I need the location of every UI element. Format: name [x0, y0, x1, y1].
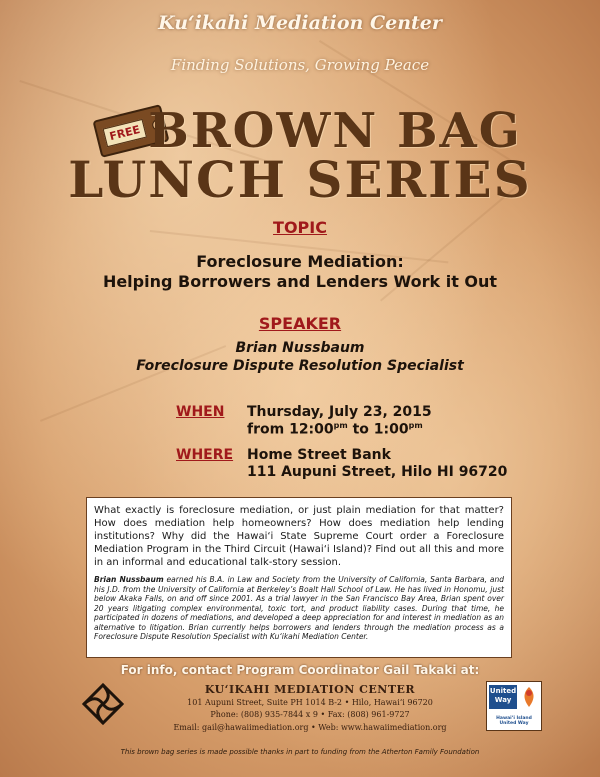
united-way-subtitle: Hawai‘i Island United Way	[496, 716, 532, 726]
when-label: WHEN	[176, 404, 225, 420]
contact-line: For info, contact Program Coordinator Gail Takaki at:	[120, 663, 480, 677]
where-venue: Home Street Bank	[247, 447, 391, 463]
header-org-name: Ku‘ikahi Mediation Center	[158, 12, 442, 34]
header-tagline: Finding Solutions, Growing Peace	[170, 56, 430, 74]
united-way-logo	[486, 681, 542, 731]
when-pm-1: pm	[333, 421, 348, 430]
title-line-2: LUNCH SERIES	[68, 150, 532, 209]
bio-text: earned his B.A. in Law and Society from the University of California, Santa Barbara, and his J.D. from the University of California at Berkeley’s Boalt Hall School of Law. He has lived in Honomu, just below Akaka Falls, on and off since 2001. As a trial lawyer in the San Francisco Bay Area, Brian spent over 20 years litigating complex environmental, toxic tort, and product liability cases. During that time, he participated in dozens of mediations, and developed a deep appreciation for and interest in mediation as an alternative to litigation. Brian currently helps borrowers and lenders through the mediation process as a Foreclosure Dispute Resolution Specialist with Ku‘ikahi Mediation Center.	[94, 575, 504, 641]
info-box	[86, 497, 512, 658]
free-tag-label: FREE	[103, 118, 147, 146]
when-pm-2: pm	[408, 421, 423, 430]
when-time-from: from 12:00	[247, 421, 334, 438]
where-address: 111 Aupuni Street, Hilo HI 96720	[247, 464, 508, 480]
speaker-label: SPEAKER	[258, 314, 342, 333]
united-way-hand-icon	[519, 685, 539, 709]
united-way-line-1: United	[489, 687, 517, 695]
where-label: WHERE	[176, 447, 234, 463]
topic-line-1: Foreclosure Mediation:	[196, 252, 404, 271]
topic-label: TOPIC	[273, 218, 327, 237]
when-time	[247, 421, 423, 438]
united-way-wordmark	[489, 685, 517, 709]
contact-address: 101 Aupuni Street, Suite PH 1014 B-2 • Hilo, Hawai‘i 96720	[187, 698, 433, 707]
when-date: Thursday, July 23, 2015	[247, 404, 432, 420]
contact-email-web: Email: gail@hawaiimediation.org • Web: www.hawaiimediation.org	[173, 723, 447, 732]
contact-org-name: KU‘IKAHI MEDIATION CENTER	[204, 683, 416, 696]
speaker-name: Brian Nussbaum	[235, 340, 365, 356]
speaker-title: Foreclosure Dispute Resolution Specialist	[136, 358, 464, 374]
footer-funding-note: This brown bag series is made possible thanks in part to funding from the Atherton Family Foundation	[120, 748, 480, 756]
speaker-bio	[94, 575, 504, 642]
info-intro: What exactly is foreclosure mediation, or just plain mediation for that matter? How does mediation help homeowners? How does mediation help lending institutions? Why did the Hawai‘i State Supreme Court order a Foreclosure Mediation Program in the Third Circuit (Hawai‘i Island)? Find out all this and more in an informal and educational talk-story session.	[94, 505, 504, 568]
when-time-to: to 1:00	[347, 421, 409, 438]
united-way-line-2: Way	[494, 696, 512, 704]
bio-name: Brian Nussbaum	[94, 575, 164, 584]
topic-line-2: Helping Borrowers and Lenders Work it Out	[102, 272, 498, 291]
kuikahi-logo-icon	[80, 681, 126, 727]
title-line-1: BROWN BAG	[148, 103, 522, 159]
contact-phone: Phone: (808) 935-7844 x 9 • Fax: (808) 961-9727	[210, 710, 410, 719]
